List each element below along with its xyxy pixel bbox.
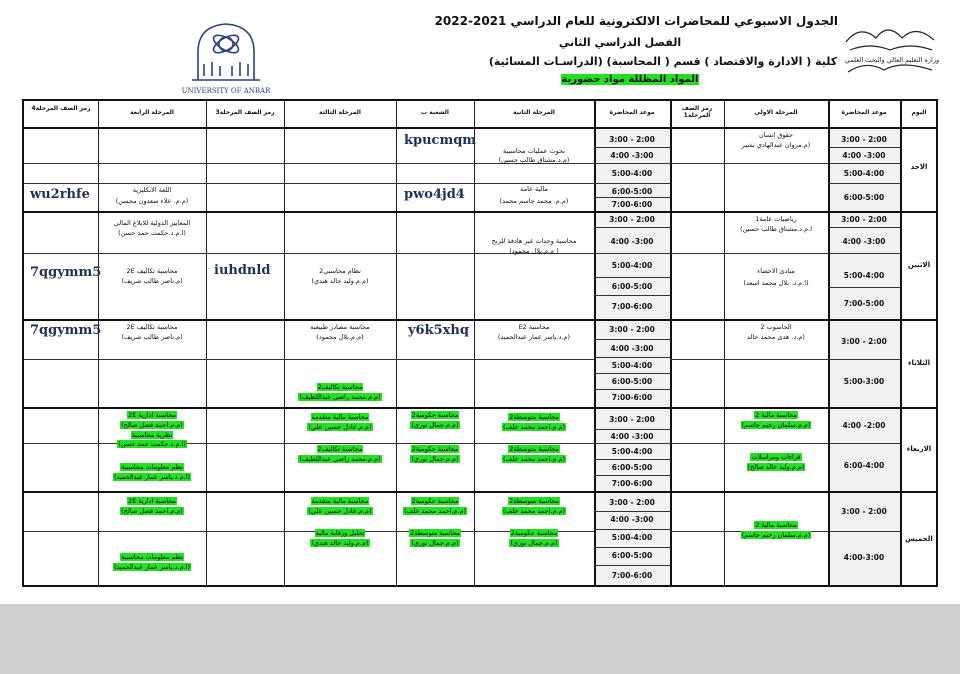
header-time-2: موعد المحاضرة — [609, 109, 655, 116]
time-slot: 3:00 - 2:00 — [609, 215, 655, 224]
time-slot: 3:00 - 2:00 — [609, 135, 655, 144]
instructor-cell: (م.م.وليد خالد صالح) — [747, 463, 805, 471]
instructor-cell: (م.م.احمد فضل صالح) — [121, 421, 183, 429]
time-slot: 7:00-5:00 — [843, 299, 885, 308]
day-sunday: الاحد — [910, 163, 928, 171]
instructor-cell: (م.م.عادل حسين علي) — [308, 423, 372, 431]
course-cell: نظم معلومات محاسبية — [121, 553, 183, 561]
course-cell: بحوث عمليات محاسبية — [503, 147, 565, 155]
instructor-cell: (م.م.وليد خالد هندي) — [311, 539, 369, 547]
instructor-cell: (ا.م.د.حكمت حمد حسن) — [118, 440, 186, 448]
instructor-cell: (م.م.جمال نوري) — [411, 421, 459, 429]
course-cell: مبادئ الاحصاء — [757, 267, 795, 275]
header-share: الشعبة ب — [420, 109, 449, 116]
time-slot: 5:00-3:00 — [843, 377, 885, 386]
time-slot: 4:00 -3:00 — [610, 432, 654, 441]
instructor-cell: (م.م.سلمان رحيم جاسم) — [741, 421, 811, 429]
class-code[interactable]: 7qgymm5 — [30, 265, 102, 280]
time-slot: 7:00-6:00 — [611, 302, 653, 311]
time-slot: 3:00 - 2:00 — [841, 215, 887, 224]
instructor-cell: (م.م.محمد راضي عبداللطيف) — [299, 455, 381, 463]
time-slot: 5:00-4:00 — [611, 169, 653, 178]
time-slot: 7:00-6:00 — [611, 571, 653, 580]
header-stage-1: المرحلة الاولى — [754, 109, 798, 116]
course-cell: محاسبة مالية 2 — [755, 521, 797, 529]
course-cell: محاسبة وحدات غير هادفة للربح — [491, 237, 577, 245]
schedule-table — [22, 99, 938, 587]
instructor-cell: (م.م.جمال نوري) — [411, 539, 459, 547]
course-cell: محاسبة ادارية 2E — [128, 497, 176, 505]
time-slot: 6:00-5:00 — [611, 187, 653, 196]
time-slot: 3:00 - 2:00 — [841, 337, 887, 346]
course-cell: مالية عامة — [520, 185, 548, 193]
time-slot: 5:00-4:00 — [611, 261, 653, 270]
time-slot: 4:00 -3:00 — [842, 151, 886, 160]
svg-text:UNIVERSITY OF ANBAR: UNIVERSITY OF ANBAR — [181, 87, 271, 95]
course-cell: محاسبة تكاليف 2E — [126, 323, 178, 331]
course-cell: محاسبة حكومية2 — [510, 529, 558, 537]
course-cell: نظم معلومات محاسبية — [121, 463, 183, 471]
instructor-cell: (م.م. علاء سعدون محسن) — [115, 197, 189, 205]
course-cell: محاسبة ادارية 2E — [128, 411, 176, 419]
time-slot: 4:00-3:00 — [843, 553, 885, 562]
day-monday: الاثنين — [907, 261, 931, 269]
instructor-cell: (م.م.بلال محمود) — [316, 333, 364, 341]
course-cell: محاسبة حكومية2 — [411, 497, 459, 505]
day-tuesday: الثلاثاء — [907, 359, 931, 367]
instructor-cell: (م.ناصر طالب شريف) — [121, 277, 183, 285]
class-code[interactable]: iuhdnld — [214, 263, 271, 278]
instructor-cell: (م.م.احمد محمد خلف) — [502, 423, 566, 431]
course-cell: محاسبة متوسطة2 — [509, 445, 559, 453]
instructor-cell: (م.د. هدى محمد خالد — [747, 333, 805, 341]
time-slot: 7:00-6:00 — [611, 479, 653, 488]
time-slot: 7:00-6:00 — [611, 200, 653, 209]
time-slot: 4:00 -3:00 — [610, 344, 654, 353]
time-slot: 6:00-5:00 — [843, 193, 885, 202]
time-slot: 5:00-4:00 — [843, 271, 885, 280]
instructor-cell: (م.د.مشتاق طالب حسين) — [498, 156, 570, 164]
time-slot: 6:00-5:00 — [611, 377, 653, 386]
header-stage-4: المرحلة الرابعة — [130, 109, 174, 116]
header-stage-2: المرحلة الثانية — [513, 109, 555, 116]
course-cell: محاسبة تكاليف 2E — [126, 267, 178, 275]
time-slot: 3:00 - 2:00 — [609, 498, 655, 507]
semester-title: الفصل الدراسي الثاني — [558, 36, 682, 49]
ministry-logo — [840, 20, 940, 80]
day-wednesday: الاربعاء — [906, 445, 932, 453]
time-slot: 3:00 - 2:00 — [609, 325, 655, 334]
course-cell: المعايير الدولية للابلاغ المالي — [113, 219, 191, 227]
header-day: اليوم — [911, 109, 927, 116]
time-slot: 3:00 - 2:00 — [609, 415, 655, 424]
course-cell: نظام محاسبي2 — [319, 267, 361, 275]
instructor-cell: (م.م.جمال نوري) — [411, 455, 459, 463]
time-slot: 6:00-4:00 — [843, 461, 885, 470]
course-cell: محاسبة مصادر طبيعية — [310, 323, 370, 331]
course-cell: رياضيات عامة1 — [755, 215, 797, 223]
course-cell: محاسبة مالية متقدمة — [311, 497, 369, 505]
time-slot: 4:00 -3:00 — [610, 151, 654, 160]
instructor-cell: (م.م.جمال نوري) — [510, 539, 558, 547]
time-slot: 5:00-4:00 — [611, 361, 653, 370]
time-slot: 6:00-5:00 — [611, 463, 653, 472]
time-slot: 5:00-4:00 — [611, 447, 653, 456]
time-slot: 3:00 - 2:00 — [841, 507, 887, 516]
time-slot: 6:00-5:00 — [611, 551, 653, 560]
header-code-4: رمز الصف المرحلة4 — [31, 105, 91, 112]
course-cell: محاسبة مالية متقدمة — [311, 413, 369, 421]
course-cell: محاسبة متوسطة2 — [509, 497, 559, 505]
time-slot: 7:00-6:00 — [611, 393, 653, 402]
class-code[interactable]: 7qgymm5 — [30, 323, 102, 338]
svg-text:وزارة التعليم العالي والبحث ال: وزارة التعليم العالي والبحث العلمي — [844, 56, 940, 64]
schedule-title: الجدول الاسبوعي للمحاضرات الالكترونية للعام الدراسي 2021-2022 — [434, 14, 838, 28]
time-slot: 4:00 -2:00 — [842, 421, 886, 430]
course-cell: محاسبة متوسطة2 — [509, 413, 559, 421]
time-slot: 4:00 -3:00 — [610, 237, 654, 246]
header-time-1: موعد المحاضرة — [841, 109, 887, 116]
instructor-cell: ( م.م.بلال محمود) — [509, 247, 559, 255]
instructor-cell: (ا.م.د.حكمت حمد حسن) — [118, 229, 186, 237]
instructor-cell: (م.م.احمد محمد خلف) — [502, 507, 566, 515]
class-code[interactable]: wu2rhfe — [30, 187, 90, 202]
course-cell: قراءات ومراسلات — [751, 453, 801, 461]
time-slot: 5:00-4:00 — [611, 533, 653, 542]
time-slot: 4:00 -3:00 — [842, 237, 886, 246]
instructor-cell: (م.د.ياسر عمار عبدالحميد) — [497, 333, 571, 341]
time-slot: 5:00-4:00 — [843, 169, 885, 178]
instructor-cell: (م.م.سلمان رحيم جاسم) — [741, 531, 811, 539]
instructor-cell: (م.م.عادل حسين علي) — [308, 507, 372, 515]
shaded-note: المواد المظللة مواد حضورية — [561, 74, 699, 85]
instructor-cell: (م.م.وليد خالد هندي) — [311, 277, 369, 285]
instructor-cell: (م.م.احمد محمد خلف) — [502, 455, 566, 463]
course-cell: تحليل ورقابة مالية — [315, 529, 365, 537]
instructor-cell: (م.مروان عبدالهادي بشير — [741, 141, 811, 149]
header-code-3: رمز الصف المرحلة3 — [215, 109, 275, 116]
day-thursday: الخميس — [905, 535, 933, 543]
instructor-cell: (ا.م.د. بلال محمد اسعد) — [743, 279, 809, 287]
course-cell: الحاسوب 2 — [760, 323, 792, 331]
class-code[interactable]: y6k5xhq — [408, 323, 469, 338]
time-slot: 3:00 - 2:00 — [841, 135, 887, 144]
page-background — [0, 604, 960, 674]
time-slot: 6:00-5:00 — [611, 282, 653, 291]
instructor-cell: (م.ناصر طالب شريف) — [121, 333, 183, 341]
course-cell: اللغة الانكليزية — [132, 186, 172, 194]
university-logo — [178, 18, 278, 96]
course-cell: محاسبة متوسطة2 — [410, 529, 460, 537]
course-cell: محاسبة تكاليف2 — [317, 445, 363, 453]
instructor-cell: (م.م.احمد محمد خلف) — [403, 507, 467, 515]
course-cell: محاسبة تكاليف2 — [317, 383, 363, 391]
course-cell: محاسبة حكومية2 — [411, 411, 459, 419]
course-cell: محاسبة مالية 2 — [755, 411, 797, 419]
instructor-cell: ا.م.د.مشتاق طالب حسين) — [739, 225, 813, 233]
header-code-1: رمز الصف المرحلة1 — [681, 105, 713, 119]
time-slot: 4:00 -3:00 — [610, 515, 654, 524]
instructor-cell: (م.م. محمد جاسم محمد) — [499, 197, 569, 205]
class-code[interactable]: pwo4jd4 — [404, 187, 465, 202]
instructor-cell: (م.م.احمد فضل صالح) — [121, 507, 183, 515]
instructor-cell: (ا.م.د.ياسر عمار عبدالحميد) — [113, 563, 191, 571]
instructor-cell: (م.م.محمد راضي عبداللطيف) — [299, 393, 381, 401]
course-cell: حقوق انسان — [759, 131, 793, 139]
header-stage-3: المرحلة الثالثة — [319, 109, 361, 116]
instructor-cell: (ا.م.د.ياسر عمار عبدالحميد) — [113, 473, 191, 481]
course-cell: محاسبة E2 — [518, 323, 550, 331]
course-cell: نظرية محاسبية — [131, 431, 173, 439]
college-department: كلية ( الادارة والاقتصاد ) قسم ( المحاسبة) (الدراسـات المسائية) — [488, 55, 838, 68]
class-code[interactable]: kpucmqm — [404, 133, 477, 148]
course-cell: محاسبة حكومية2 — [411, 445, 459, 453]
